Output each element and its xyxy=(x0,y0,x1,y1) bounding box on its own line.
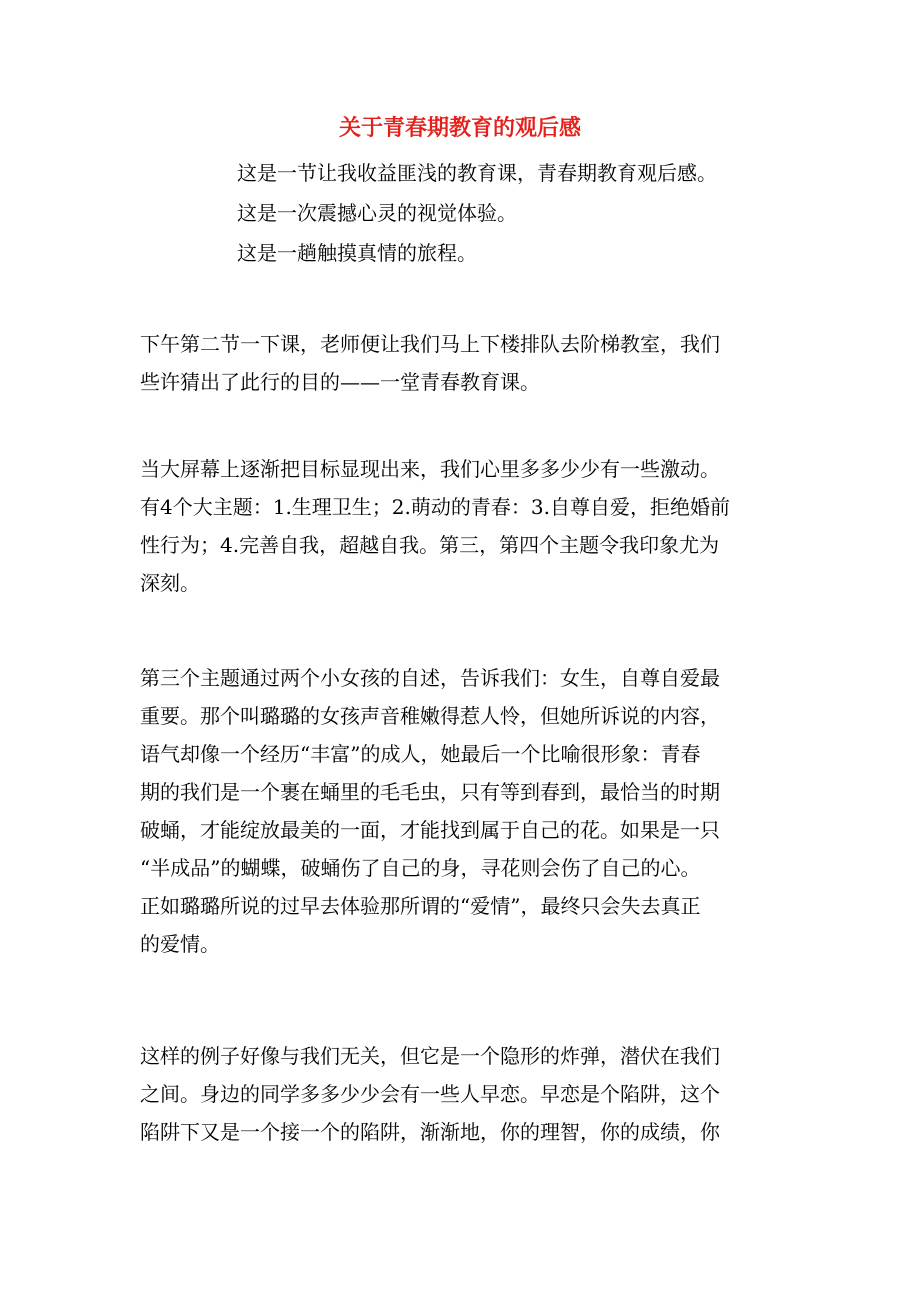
intro-block xyxy=(237,153,857,273)
paragraph-line: 正如璐璐所说的过早去体验那所谓的“爱情”，最终只会失去真正 xyxy=(140,894,701,918)
paragraph-line: 当大屏幕上逐渐把目标显现出来，我们心里多多少少有一些激动。 xyxy=(140,457,720,481)
paragraph-line: 深刻。 xyxy=(140,571,200,595)
intro-line: 这是一节让我收益匪浅的教育课，青春期教育观后感。 xyxy=(237,161,717,185)
paragraph-line: 些许猜出了此行的目的——一堂青春教育课。 xyxy=(140,370,540,394)
paragraph-line: 之间。身边的同学多多少少会有一些人早恋。早恋是个陷阱，这个 xyxy=(140,1082,720,1106)
paragraph-line: 破蛹，才能绽放最美的一面，才能找到属于自己的花。如果是一只 xyxy=(140,818,720,842)
paragraph-line: 语气却像一个经历“丰富”的成人，她最后一个比喻很形象：青春 xyxy=(140,742,701,766)
paragraph-line: 这样的例子好像与我们无关，但它是一个隐形的炸弹，潜伏在我们 xyxy=(140,1044,720,1068)
paragraph-line: 下午第二节一下课，老师便让我们马上下楼排队去阶梯教室，我们 xyxy=(140,332,720,356)
paragraph-line: “半成品”的蝴蝶，破蛹伤了自己的身，寻花则会伤了自己的心。 xyxy=(140,856,701,880)
document-title: 关于青春期教育的观后感 xyxy=(338,115,581,141)
paragraph-line: 重要。那个叫璐璐的女孩声音稚嫩得惹人怜，但她所诉说的内容， xyxy=(140,704,720,728)
paragraph-line: 陷阱下又是一个接一个的陷阱，渐渐地，你的理智，你的成绩，你 xyxy=(140,1120,720,1144)
paragraph-line: 性行为；4.完善自我，超越自我。第三，第四个主题令我印象尤为 xyxy=(140,533,720,557)
paragraph-4 xyxy=(140,1037,800,1151)
intro-line: 这是一趟触摸真情的旅程。 xyxy=(237,241,477,265)
paragraph-line: 有4个大主题：1.生理卫生；2.萌动的青春：3.自尊自爱，拒绝婚前 xyxy=(140,495,730,519)
paragraph-line: 第三个主题通过两个小女孩的自述，告诉我们：女生，自尊自爱最 xyxy=(140,666,720,690)
intro-line: 这是一次震撼心灵的视觉体验。 xyxy=(237,201,517,225)
paragraph-line: 期的我们是一个裹在蛹里的毛毛虫，只有等到春到，最恰当的时期 xyxy=(140,780,720,804)
paragraph-3 xyxy=(140,659,800,963)
paragraph-2 xyxy=(140,450,800,602)
paragraph-line: 的爱情。 xyxy=(140,932,220,956)
paragraph-1 xyxy=(140,325,800,401)
